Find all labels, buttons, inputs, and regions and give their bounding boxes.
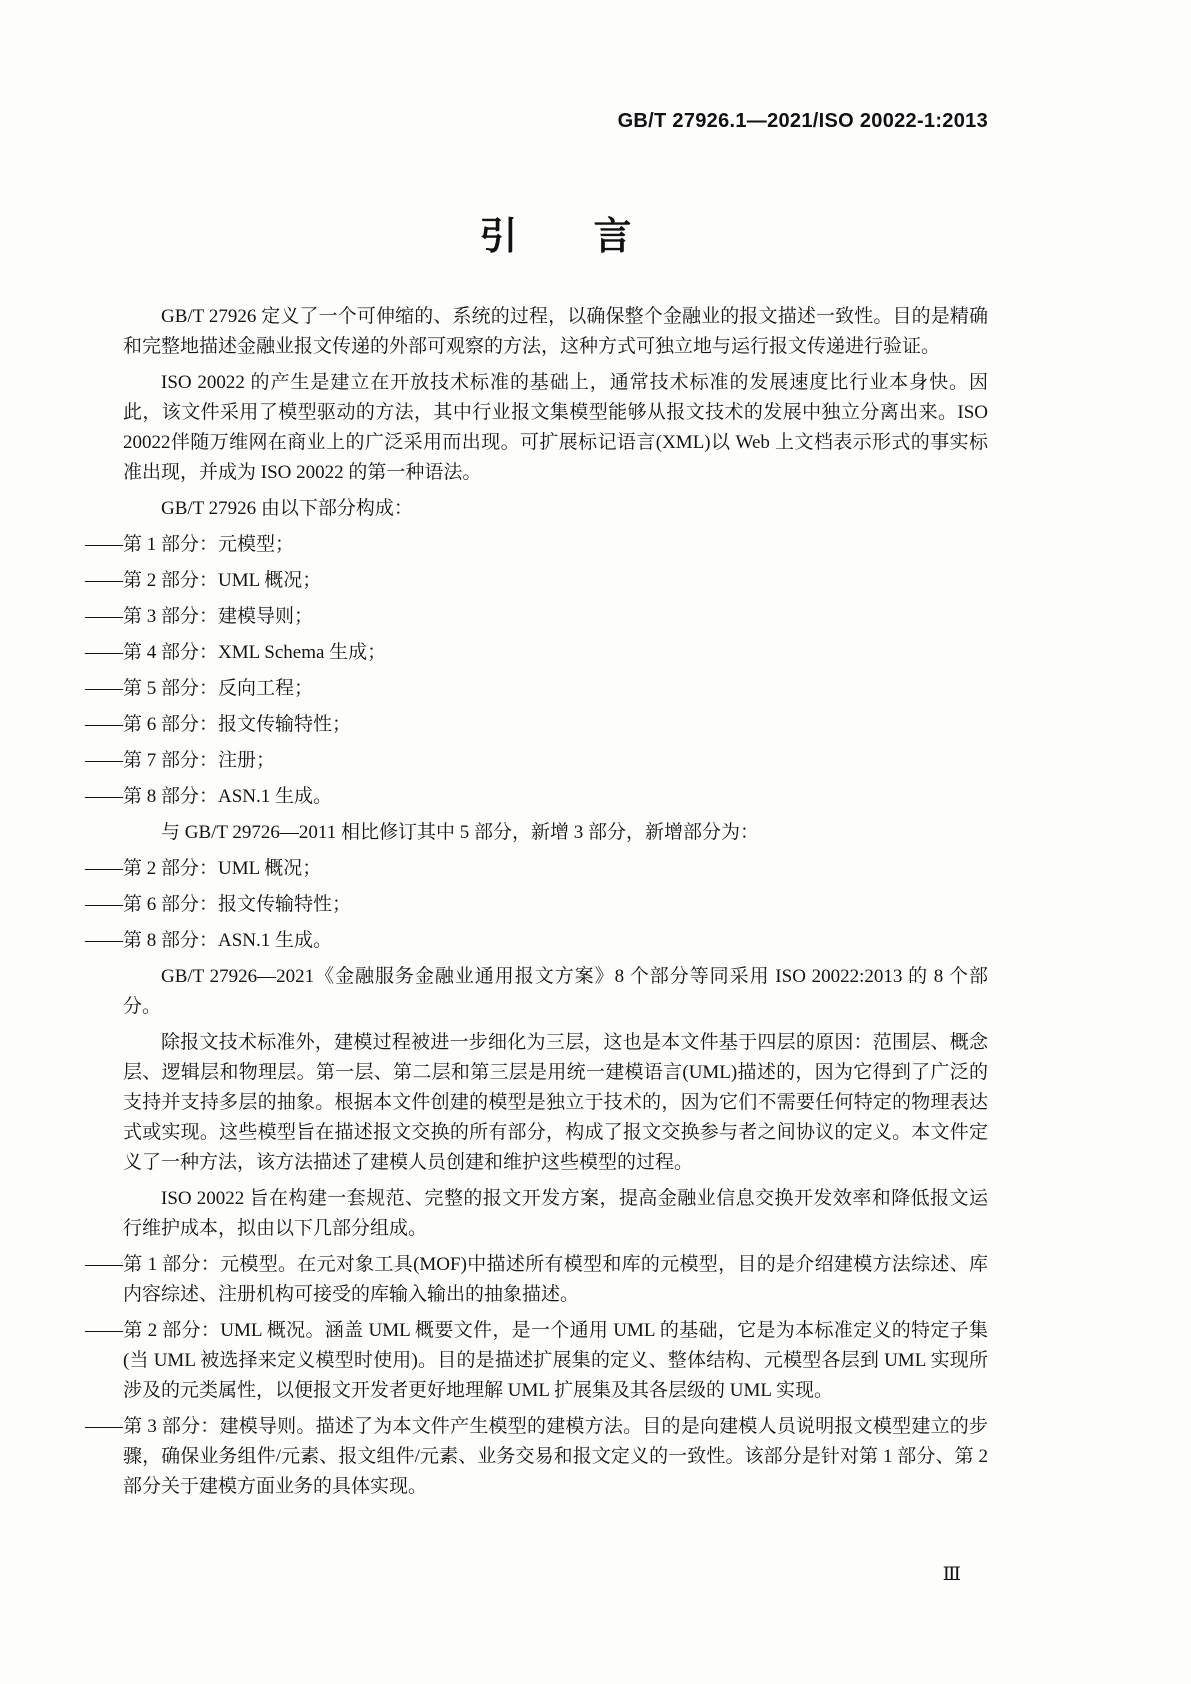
paragraph: ISO 20022 的产生是建立在开放技术标准的基础上，通常技术标准的发展速度比行业本身快。因此，该文件采用了模型驱动的方法，其中行业报文集模型能够从报文技术的发展中独立分离出来。ISO 20022伴随万维网在商业上的广泛采用而出现。可扩展标记语言(XML)以 Web 上文档表示形式的事实标准出现，并成为 ISO 20022 的第一种语法。 xyxy=(123,372,988,483)
paragraph: GB/T 27926 定义了一个可伸缩的、系统的过程，以确保整个金融业的报文描述一致性。目的是精确和完整地描述金融业报文传递的外部可观察的方法，这种方式可独立地与运行报文传递进行验证。 xyxy=(123,306,988,357)
page-number: Ⅲ xyxy=(942,1564,961,1585)
list-item: ——第 2 部分：UML 概况； xyxy=(85,858,322,879)
list-item: ——第 8 部分：ASN.1 生成。 xyxy=(85,930,333,951)
list-item: ——第 4 部分：XML Schema 生成； xyxy=(85,642,387,663)
doc-number: GB/T 27926.1—2021/ISO 20022-1:2013 xyxy=(617,110,988,132)
list-item: ——第 5 部分：反向工程； xyxy=(85,678,314,699)
page-title: 引 言 xyxy=(479,216,632,258)
list-item: ——第 3 部分：建模导则； xyxy=(85,606,314,627)
list-item: ——第 6 部分：报文传输特性； xyxy=(85,894,352,915)
list-item: ——第 1 部分：元模型。在元对象工具(MOF)中描述所有模型和库的元模型，目的是介绍建模方法综述、库内容综述、注册机构可接受的库输入输出的抽象描述。 xyxy=(85,1254,988,1305)
list-item: ——第 1 部分：元模型； xyxy=(85,534,295,555)
paragraph: 与 GB/T 29726—2011 相比修订其中 5 部分，新增 3 部分，新增部分为： xyxy=(161,822,759,843)
document-header xyxy=(123,110,988,133)
paragraph: 除报文技术标准外，建模过程被进一步细化为三层，这也是本文件基于四层的原因：范围层、概念层、逻辑层和物理层。第一层、第二层和第三层是用统一建模语言(UML)描述的，因为它得到了广泛的支持并支持多层的抽象。根据本文件创建的模型是独立于技术的，因为它们不需要任何特定的物理表达式或实现。这些模型旨在描述报文交换的所有部分，构成了报文交换参与者之间协议的定义。本文件定义了一种方法，该方法描述了建模人员创建和维护这些模型的过程。 xyxy=(123,1032,988,1173)
paragraph: GB/T 27926—2021《金融服务金融业通用报文方案》8 个部分等同采用 ISO 20022:2013 的 8 个部分。 xyxy=(123,966,988,1017)
paragraph: ISO 20022 旨在构建一套规范、完整的报文开发方案，提高金融业信息交换开发效率和降低报文运行维护成本，拟由以下几部分组成。 xyxy=(123,1188,988,1239)
list-item: ——第 8 部分：ASN.1 生成。 xyxy=(85,786,333,807)
document-body xyxy=(85,302,988,1508)
list-item: ——第 2 部分：UML 概况。涵盖 UML 概要文件，是一个通用 UML 的基础，它是为本标准定义的特定子集(当 UML 被选择来定义模型时使用)。目的是描述扩展集的定义、整体结构、元模型各层到 UML 实现所涉及的元类属性，以便报文开发者更好地理解 UML 扩展集及其各层级的 UML 实现。 xyxy=(85,1320,988,1401)
list-item: ——第 2 部分：UML 概况； xyxy=(85,570,322,591)
list-item: ——第 3 部分：建模导则。描述了为本文件产生模型的建模方法。目的是向建模人员说明报文模型建立的步骤，确保业务组件/元素、报文组件/元素、业务交易和报文定义的一致性。该部分是针对第 1 部分、第 2 部分关于建模方面业务的具体实现。 xyxy=(85,1416,988,1497)
list-item: ——第 7 部分：注册； xyxy=(85,750,276,771)
list-item: ——第 6 部分：报文传输特性； xyxy=(85,714,352,735)
paragraph: GB/T 27926 由以下部分构成： xyxy=(161,498,413,519)
